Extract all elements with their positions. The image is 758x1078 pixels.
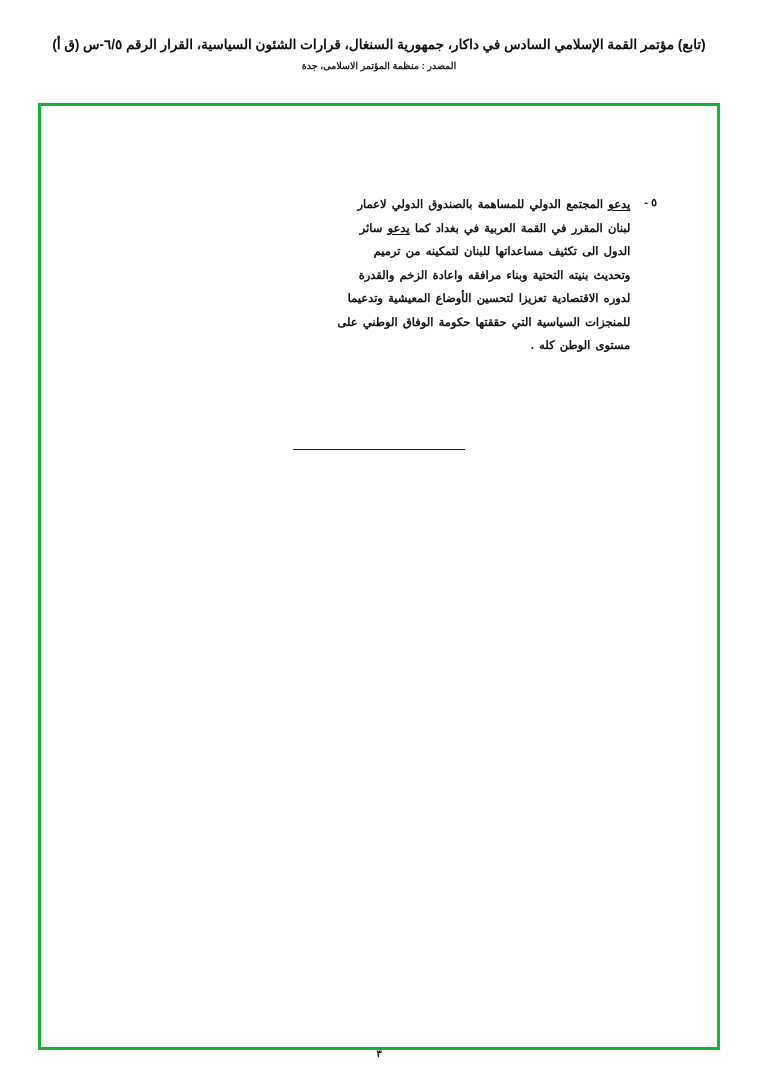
clause-number: ٥ - (644, 197, 657, 209)
clause-line-1 (101, 194, 630, 218)
clause-5 (101, 194, 657, 359)
clause-body (101, 194, 644, 359)
clause-line-2-b: سائر (359, 222, 388, 235)
clause-line-3: الدول الى تكثيف مساعداتها للبنان لتمكينه من ترميم (373, 246, 631, 259)
page-number: ٣ (376, 1049, 382, 1060)
clause-line-7: مستوى الوطن كله . (530, 340, 631, 353)
document-source: المصدر : منظمة المؤتمر الاسلامى، جدة (301, 60, 457, 72)
section-divider (293, 449, 465, 450)
document-content (101, 194, 657, 455)
underlined-term-2: يدعو (387, 222, 410, 235)
clause-line-2-a: لبنان المقرر في القمة العربية في بغداد كما (409, 222, 631, 235)
section-divider-wrap (101, 437, 657, 455)
green-content-frame (38, 103, 720, 1050)
page-footer (0, 1049, 758, 1060)
page-header (0, 36, 758, 72)
clause-line-2 (101, 218, 630, 242)
underlined-term-1: يدعو (608, 199, 631, 211)
clause-line-5: لدوره الاقتصادية تعزيزا لتحسين الأوضاع المعيشية وتدعيما (347, 293, 631, 306)
clause-line-4: وتحديث بنيته التحتية وبناء مرافقه واعادة الزخم والقدرة (358, 269, 631, 282)
clause-line-6: للمنجزات السياسية التي حققتها حكومة الوفاق الوطني على (337, 316, 631, 329)
clause-line-1-rest: المجتمع الدولي للمساهمة بالصندوق الدولي لاعمار (357, 199, 604, 211)
document-title: (تابع) مؤتمر القمة الإسلامي السادس في داكار، جمهورية السنغال، قرارات الشئون السياسية، القرار الرقم ٦/٥-س (ق أ) (52, 37, 706, 52)
